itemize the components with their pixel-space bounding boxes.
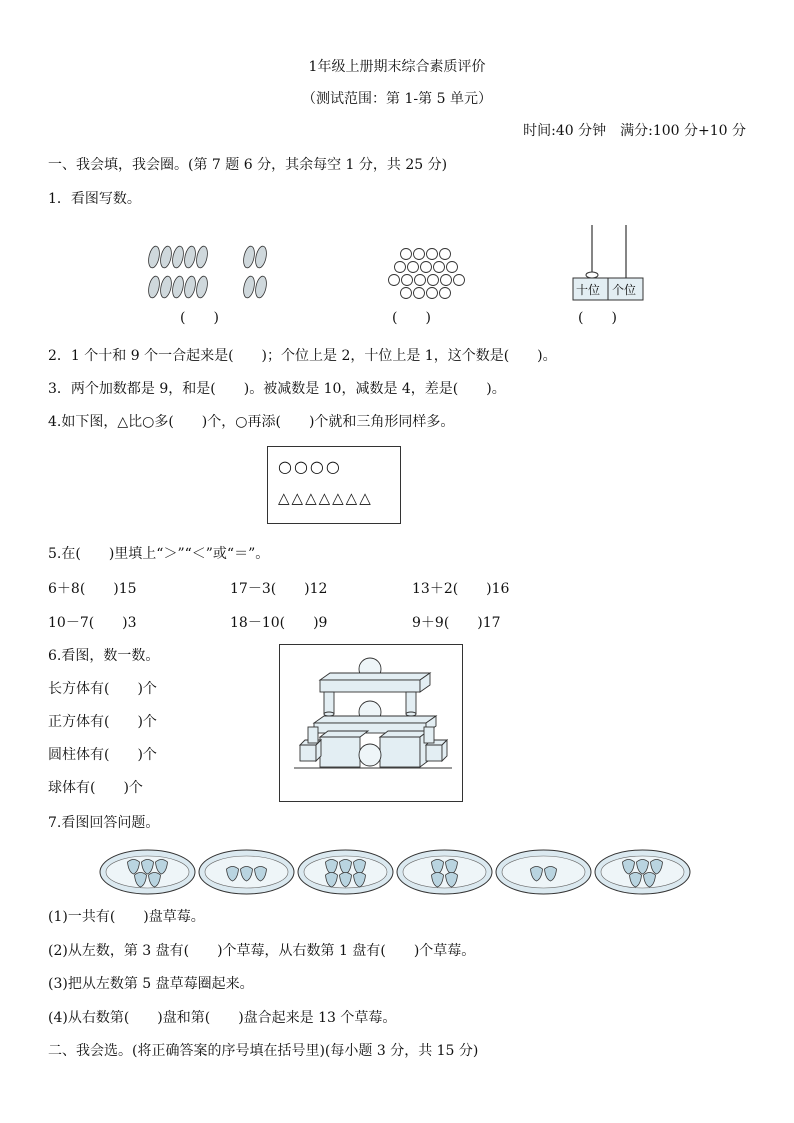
q6-cube-count: 正方体有( )个 [48,714,157,730]
counting-circle [441,275,452,286]
counting-circle [415,275,426,286]
plate-rim [502,856,585,888]
section2-heading: 二、我会选。(将正确答案的序号填在括号里)(每小题 3 分，共 15 分) [48,1043,479,1059]
q7-question-3: (3)把从左数第 5 盘草莓圈起来。 [48,976,254,992]
corn-cob [242,245,256,269]
corn-cob [242,275,256,299]
corn-cob [159,275,173,299]
q5-item-3: 13＋2( )16 [412,581,510,597]
corn-cob [159,245,173,269]
q5-item-6: 9＋9( )17 [412,615,501,631]
corn-cob [147,245,161,269]
counting-circle [395,262,406,273]
q1-blank-1[interactable]: ( ) [180,310,219,326]
q4-triangles: △△△△△△△ [278,489,373,507]
q7-prompt: 7.看图回答问题。 [48,815,160,831]
test-scope: （测试范围：第 1-第 5 单元） [302,91,492,107]
counting-circle [402,275,413,286]
q7-question-2: (2)从左数，第 3 盘有( )个草莓，从右数第 1 盘有( )个草莓。 [48,943,476,959]
corn-cob [171,245,185,269]
page-title: 1年级上册期末综合素质评价 [308,59,486,75]
counting-circle [414,249,425,260]
q5-item-2: 17－3( )12 [230,581,328,597]
q1-blank-2[interactable]: ( ) [392,310,431,326]
corn-cob [147,275,161,299]
plate-rim [403,856,486,888]
q3-text: 3．两个加数都是 9，和是( )。被减数是 10，减数是 4，差是( )。 [48,381,506,397]
q6-cylinder-count: 圆柱体有( )个 [48,747,157,763]
q2-text: 2．1 个十和 9 个一合起来是( )；个位上是 2，十位上是 1，这个数是( )。 [48,348,557,364]
q1-prompt: 1．看图写数。 [48,191,141,207]
counting-circle [454,275,465,286]
q6-prompt: 6.看图，数一数。 [48,648,160,664]
q4-circles: ○○○○ [278,457,342,476]
q6-sphere-count: 球体有( )个 [48,780,143,796]
corn-cob [195,245,209,269]
counting-circle [389,275,400,286]
q7-question-4: (4)从右数第( )盘和第( )盘合起来是 13 个草莓。 [48,1010,397,1026]
counting-circle [440,249,451,260]
counting-circle [414,288,425,299]
q4-prompt: 4.如下图，△比○多( )个，○再添( )个就和三角形同样多。 [48,414,455,430]
q1-blank-3[interactable]: ( ) [578,310,617,326]
counting-circle [421,262,432,273]
section1-heading: 一、我会填，我会圈。(第 7 题 6 分，其余每空 1 分，共 25 分) [48,157,448,173]
strawberry-plates-figure [100,848,695,896]
counting-circle [401,249,412,260]
corn-cob [183,275,197,299]
building-blocks-illustration [280,645,462,801]
counting-circle [428,275,439,286]
counting-circle [427,288,438,299]
corn-cob [183,245,197,269]
counting-circle [408,262,419,273]
corn-cob [254,275,268,299]
q5-prompt: 5.在( )里填上“＞”“＜”或“＝”。 [48,546,270,562]
corn-cob [254,245,268,269]
counting-circle [434,262,445,273]
corn-cob [171,275,185,299]
corn-cob [195,275,209,299]
q5-item-4: 10－7( )3 [48,615,137,631]
q6-cuboid-count: 长方体有( )个 [48,681,157,697]
counting-circle [401,288,412,299]
counting-circle [447,262,458,273]
corn-figure [148,245,278,303]
circle-cluster-figure [388,248,458,304]
counting-circle [427,249,438,260]
q5-item-5: 18－10( )9 [230,615,328,631]
q6-block-figure-box [279,644,463,802]
abacus-ones-label: 个位 [612,283,637,297]
q4-shapes-box [267,446,401,524]
counting-circle [440,288,451,299]
q7-question-1: (1)一共有( )盘草莓。 [48,909,205,925]
q5-item-1: 6＋8( )15 [48,581,137,597]
time-info: 时间:40 分钟 满分:100 分+10 分 [523,123,746,139]
abacus-tens-label: 十位 [576,283,601,297]
